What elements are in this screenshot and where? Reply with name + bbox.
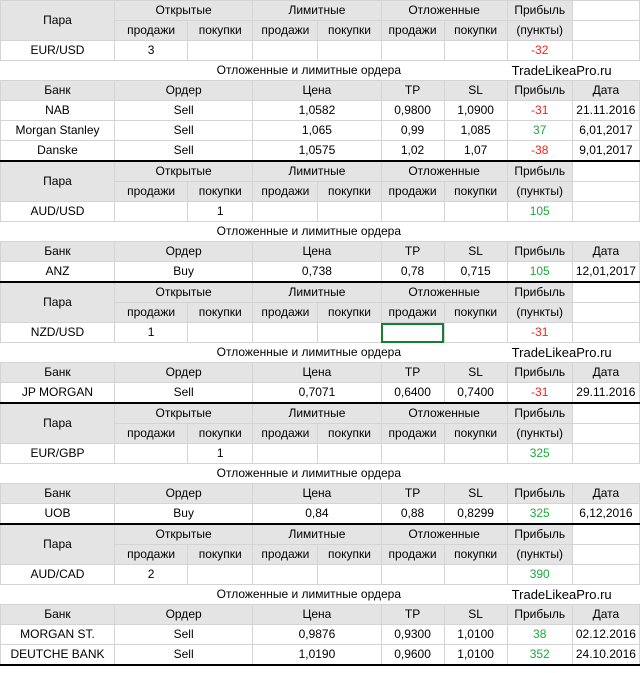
tp-header: TP <box>381 242 444 262</box>
buy-subheader: покупки <box>318 545 381 565</box>
order-sl[interactable]: 0,8299 <box>444 504 507 525</box>
order-profit[interactable]: -31 <box>507 383 572 404</box>
order-price[interactable]: 1,0190 <box>253 645 381 666</box>
sell-subheader: продажи <box>114 424 187 444</box>
order-price[interactable]: 1,065 <box>253 121 381 141</box>
order-type[interactable]: Buy <box>114 504 252 525</box>
order-type[interactable]: Sell <box>114 141 252 162</box>
pending-header: Отложенные <box>381 524 507 545</box>
brand-watermark <box>507 222 639 242</box>
order-tp[interactable]: 0,78 <box>381 262 444 283</box>
order-tp[interactable]: 0,88 <box>381 504 444 525</box>
order-type[interactable]: Buy <box>114 262 252 283</box>
sell-subheader: продажи <box>114 182 187 202</box>
order-sl[interactable]: 0,7400 <box>444 383 507 404</box>
order-price[interactable]: 1,0575 <box>253 141 381 162</box>
orders-title-row <box>1 585 640 605</box>
open-buy-value[interactable] <box>188 323 253 343</box>
orders-header-row <box>1 605 640 625</box>
order-header: Ордер <box>114 242 252 262</box>
limit-buy-value[interactable] <box>318 565 381 585</box>
order-sl[interactable]: 1,0100 <box>444 645 507 666</box>
order-row <box>1 645 640 666</box>
buy-subheader: покупки <box>444 424 507 444</box>
profit-header: Прибыль <box>507 524 572 545</box>
blank-cell <box>572 323 639 343</box>
points-subheader: (пункты) <box>507 424 572 444</box>
bank-name[interactable]: DEUTCHE BANK <box>1 645 115 666</box>
order-header: Ордер <box>114 81 252 101</box>
sell-subheader: продажи <box>381 303 444 323</box>
orders-title-row <box>1 464 640 484</box>
sl-header: SL <box>444 81 507 101</box>
tp-header: TP <box>381 605 444 625</box>
blank-cell <box>572 41 639 61</box>
bank-name[interactable]: UOB <box>1 504 115 525</box>
buy-subheader: покупки <box>444 545 507 565</box>
pair-profit-value[interactable]: -31 <box>507 323 572 343</box>
date-header: Дата <box>572 242 639 262</box>
buy-subheader: покупки <box>188 424 253 444</box>
sl-header: SL <box>444 605 507 625</box>
brand-watermark <box>507 464 639 484</box>
order-row <box>1 141 640 162</box>
orders-header-row <box>1 484 640 504</box>
sell-subheader: продажи <box>253 424 318 444</box>
price-header: Цена <box>253 242 381 262</box>
sell-subheader: продажи <box>114 303 187 323</box>
buy-subheader: покупки <box>318 21 381 41</box>
order-header: Ордер <box>114 484 252 504</box>
blank-cell <box>572 545 639 565</box>
blank-cell <box>572 282 639 303</box>
price-header: Цена <box>253 484 381 504</box>
brand-watermark: TradeLikeaPro.ru <box>507 585 639 605</box>
orders-title-row <box>1 222 640 242</box>
sell-subheader: продажи <box>253 21 318 41</box>
limit-buy-value[interactable] <box>318 202 381 222</box>
bank-header: Банк <box>1 605 115 625</box>
sl-header: SL <box>444 363 507 383</box>
sl-header: SL <box>444 484 507 504</box>
limit-header: Лимитные <box>253 403 381 424</box>
blank-cell <box>572 524 639 545</box>
pair-profit-value[interactable]: -32 <box>507 41 572 61</box>
order-profit[interactable]: 37 <box>507 121 572 141</box>
limit-header: Лимитные <box>253 524 381 545</box>
orders-title: Отложенные и лимитные ордера <box>1 61 508 81</box>
blank-cell <box>572 444 639 464</box>
bank-header: Банк <box>1 363 115 383</box>
pair-header: Пара <box>1 403 115 444</box>
tp-header: TP <box>381 484 444 504</box>
buy-subheader: покупки <box>188 303 253 323</box>
points-subheader: (пункты) <box>507 182 572 202</box>
buy-subheader: покупки <box>318 303 381 323</box>
pending-buy-value[interactable] <box>444 41 507 61</box>
block-header-row <box>1 524 640 545</box>
order-sl[interactable]: 1,085 <box>444 121 507 141</box>
limit-buy-value[interactable] <box>318 444 381 464</box>
tp-header: TP <box>381 363 444 383</box>
order-type[interactable]: Sell <box>114 101 252 121</box>
brand-watermark: TradeLikeaPro.ru <box>507 343 639 363</box>
limit-sell-value[interactable] <box>253 444 318 464</box>
order-row <box>1 101 640 121</box>
orders-title-row <box>1 61 640 81</box>
pair-name[interactable]: EUR/USD <box>1 41 115 61</box>
pair-name[interactable]: NZD/USD <box>1 323 115 343</box>
price-header: Цена <box>253 363 381 383</box>
price-header: Цена <box>253 81 381 101</box>
buy-subheader: покупки <box>444 182 507 202</box>
profit-header: Прибыль <box>507 81 572 101</box>
tp-header: TP <box>381 81 444 101</box>
sell-subheader: продажи <box>381 424 444 444</box>
pair-row <box>1 323 640 343</box>
block-header-row <box>1 403 640 424</box>
orders-header-row <box>1 363 640 383</box>
pending-header: Отложенные <box>381 403 507 424</box>
profit-header: Прибыль <box>507 605 572 625</box>
blank-cell <box>572 303 639 323</box>
sell-subheader: продажи <box>114 21 187 41</box>
pair-header: Пара <box>1 161 115 202</box>
open-buy-value[interactable] <box>188 41 253 61</box>
open-sell-value[interactable]: 2 <box>114 565 187 585</box>
pending-sell-value[interactable] <box>381 41 444 61</box>
bank-name[interactable]: Morgan Stanley <box>1 121 115 141</box>
bank-name[interactable]: NAB <box>1 101 115 121</box>
limit-header: Лимитные <box>253 282 381 303</box>
order-tp[interactable]: 0,9600 <box>381 645 444 666</box>
limit-header: Лимитные <box>253 1 381 21</box>
pair-header: Пара <box>1 524 115 565</box>
profit-header: Прибыль <box>507 1 572 21</box>
price-header: Цена <box>253 605 381 625</box>
order-profit[interactable]: 352 <box>507 645 572 666</box>
profit-header: Прибыль <box>507 403 572 424</box>
order-sl[interactable]: 1,0100 <box>444 625 507 645</box>
blank-cell <box>572 403 639 424</box>
open-header: Открытые <box>114 403 252 424</box>
order-tp[interactable]: 0,99 <box>381 121 444 141</box>
orders-title: Отложенные и лимитные ордера <box>1 585 508 605</box>
order-type[interactable]: Sell <box>114 383 252 404</box>
open-sell-value[interactable] <box>114 444 187 464</box>
order-profit[interactable]: 38 <box>507 625 572 645</box>
pair-profit-value[interactable]: 105 <box>507 202 572 222</box>
order-date[interactable]: 6,01,2017 <box>572 121 639 141</box>
buy-subheader: покупки <box>444 303 507 323</box>
bank-name[interactable]: JP MORGAN <box>1 383 115 404</box>
order-sl[interactable]: 1,0900 <box>444 101 507 121</box>
order-profit[interactable]: -31 <box>507 101 572 121</box>
pair-profit-value[interactable]: 325 <box>507 444 572 464</box>
order-date[interactable]: 24.10.2016 <box>572 645 639 666</box>
pair-name[interactable]: AUD/CAD <box>1 565 115 585</box>
order-date[interactable]: 02.12.2016 <box>572 625 639 645</box>
orders-title: Отложенные и лимитные ордера <box>1 343 508 363</box>
sell-subheader: продажи <box>114 545 187 565</box>
order-type[interactable]: Sell <box>114 645 252 666</box>
pair-name[interactable]: EUR/GBP <box>1 444 115 464</box>
points-subheader: (пункты) <box>507 545 572 565</box>
buy-subheader: покупки <box>318 182 381 202</box>
order-type[interactable]: Sell <box>114 121 252 141</box>
block-header-row <box>1 282 640 303</box>
pair-row <box>1 41 640 61</box>
orders-title: Отложенные и лимитные ордера <box>1 222 508 242</box>
bank-name[interactable]: ANZ <box>1 262 115 283</box>
open-buy-value[interactable]: 1 <box>188 202 253 222</box>
pair-row <box>1 565 640 585</box>
brand-watermark: TradeLikeaPro.ru <box>507 61 639 81</box>
blank-cell <box>572 202 639 222</box>
date-header: Дата <box>572 484 639 504</box>
pending-buy-value[interactable] <box>444 444 507 464</box>
order-row <box>1 262 640 283</box>
blank-cell <box>572 565 639 585</box>
open-header: Открытые <box>114 161 252 182</box>
limit-sell-value[interactable] <box>253 565 318 585</box>
order-row <box>1 383 640 404</box>
order-price[interactable]: 0,9876 <box>253 625 381 645</box>
blank-cell <box>572 21 639 41</box>
sell-subheader: продажи <box>253 182 318 202</box>
order-header: Ордер <box>114 605 252 625</box>
order-sl[interactable]: 0,715 <box>444 262 507 283</box>
bank-name[interactable]: Danske <box>1 141 115 162</box>
order-row <box>1 504 640 525</box>
order-row <box>1 121 640 141</box>
order-tp[interactable]: 0,9300 <box>381 625 444 645</box>
order-date[interactable]: 9,01,2017 <box>572 141 639 162</box>
pending-sell-value[interactable] <box>381 323 444 343</box>
bank-header: Банк <box>1 81 115 101</box>
open-header: Открытые <box>114 524 252 545</box>
pending-buy-value[interactable] <box>444 202 507 222</box>
block-header-row <box>1 1 640 21</box>
pending-sell-value[interactable] <box>381 565 444 585</box>
bank-header: Банк <box>1 484 115 504</box>
points-subheader: (пункты) <box>507 303 572 323</box>
orders-title-row <box>1 343 640 363</box>
order-date[interactable]: 29.11.2016 <box>572 383 639 404</box>
sell-subheader: продажи <box>253 545 318 565</box>
order-date[interactable]: 21.11.2016 <box>572 101 639 121</box>
profit-header: Прибыль <box>507 484 572 504</box>
limit-header: Лимитные <box>253 161 381 182</box>
order-price[interactable]: 1,0582 <box>253 101 381 121</box>
order-tp[interactable]: 0,6400 <box>381 383 444 404</box>
limit-sell-value[interactable] <box>253 41 318 61</box>
blank-cell <box>572 161 639 182</box>
buy-subheader: покупки <box>188 545 253 565</box>
order-type[interactable]: Sell <box>114 625 252 645</box>
profit-header: Прибыль <box>507 363 572 383</box>
open-sell-value[interactable]: 3 <box>114 41 187 61</box>
profit-header: Прибыль <box>507 282 572 303</box>
open-header: Открытые <box>114 1 252 21</box>
buy-subheader: покупки <box>318 424 381 444</box>
order-price[interactable]: 0,7071 <box>253 383 381 404</box>
order-header: Ордер <box>114 363 252 383</box>
sl-header: SL <box>444 242 507 262</box>
order-sl[interactable]: 1,07 <box>444 141 507 162</box>
sell-subheader: продажи <box>381 182 444 202</box>
order-price[interactable]: 0,738 <box>253 262 381 283</box>
pending-sell-value[interactable] <box>381 202 444 222</box>
order-tp[interactable]: 0,9800 <box>381 101 444 121</box>
pair-row <box>1 444 640 464</box>
profit-header: Прибыль <box>507 242 572 262</box>
profit-header: Прибыль <box>507 161 572 182</box>
date-header: Дата <box>572 363 639 383</box>
order-profit[interactable]: -38 <box>507 141 572 162</box>
order-profit[interactable]: 325 <box>507 504 572 525</box>
pending-buy-value[interactable] <box>444 323 507 343</box>
buy-subheader: покупки <box>188 182 253 202</box>
date-header: Дата <box>572 605 639 625</box>
order-price[interactable]: 0,84 <box>253 504 381 525</box>
date-header: Дата <box>572 81 639 101</box>
sell-subheader: продажи <box>253 303 318 323</box>
order-row <box>1 625 640 645</box>
pair-header: Пара <box>1 282 115 323</box>
pending-header: Отложенные <box>381 282 507 303</box>
pending-buy-value[interactable] <box>444 565 507 585</box>
pending-header: Отложенные <box>381 161 507 182</box>
pair-name[interactable]: AUD/USD <box>1 202 115 222</box>
open-sell-value[interactable] <box>114 202 187 222</box>
orders-header-row <box>1 242 640 262</box>
bank-header: Банк <box>1 242 115 262</box>
pending-sell-value[interactable] <box>381 444 444 464</box>
open-buy-value[interactable]: 1 <box>188 444 253 464</box>
sell-subheader: продажи <box>381 545 444 565</box>
limit-buy-value[interactable] <box>318 323 381 343</box>
limit-sell-value[interactable] <box>253 202 318 222</box>
limit-sell-value[interactable] <box>253 323 318 343</box>
sell-subheader: продажи <box>381 21 444 41</box>
open-buy-value[interactable] <box>188 565 253 585</box>
pair-header: Пара <box>1 1 115 41</box>
pending-header: Отложенные <box>381 1 507 21</box>
buy-subheader: покупки <box>188 21 253 41</box>
limit-buy-value[interactable] <box>318 41 381 61</box>
open-sell-value[interactable]: 1 <box>114 323 187 343</box>
buy-subheader: покупки <box>444 21 507 41</box>
orders-header-row <box>1 81 640 101</box>
order-profit[interactable]: 105 <box>507 262 572 283</box>
block-header-row <box>1 161 640 182</box>
points-subheader: (пункты) <box>507 21 572 41</box>
pair-row <box>1 202 640 222</box>
order-date[interactable]: 12,01,2017 <box>572 262 639 283</box>
blank-cell <box>572 182 639 202</box>
open-header: Открытые <box>114 282 252 303</box>
pair-profit-value[interactable]: 390 <box>507 565 572 585</box>
order-date[interactable]: 6,12,2016 <box>572 504 639 525</box>
orders-title: Отложенные и лимитные ордера <box>1 464 508 484</box>
blank-cell <box>572 424 639 444</box>
blank-cell <box>572 1 639 21</box>
order-tp[interactable]: 1,02 <box>381 141 444 162</box>
bank-name[interactable]: MORGAN ST. <box>1 625 115 645</box>
